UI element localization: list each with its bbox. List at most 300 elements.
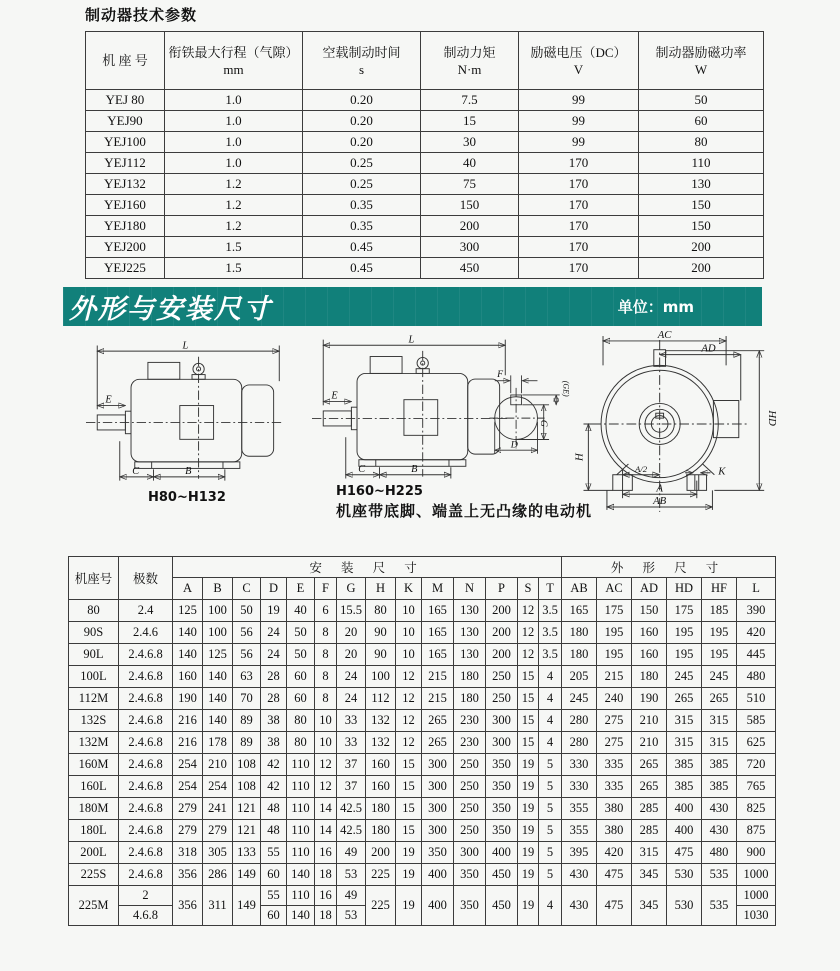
dim-value-cell: 254 bbox=[173, 776, 203, 798]
dimension-lines bbox=[495, 375, 560, 453]
brake-value-cell: 200 bbox=[421, 216, 519, 237]
dimension-lines bbox=[323, 340, 505, 479]
drawing-side-view-h160-h225 bbox=[308, 334, 513, 486]
dim-value-cell: 400 bbox=[422, 864, 454, 886]
dim-value-cell: 12 bbox=[315, 776, 337, 798]
brake-value-cell: 170 bbox=[519, 174, 639, 195]
dim-value-cell: 241 bbox=[203, 798, 233, 820]
dim-value-cell: 50 bbox=[287, 644, 315, 666]
dim-table-row bbox=[69, 666, 776, 688]
dim-value-cell: 245 bbox=[562, 688, 597, 710]
dim-value-cell: 15 bbox=[396, 798, 422, 820]
brake-table-body bbox=[86, 90, 764, 279]
dim-value-cell: 80 bbox=[287, 710, 315, 732]
dim-label-D: D bbox=[510, 439, 518, 451]
poles-cell: 2.4.6.8 bbox=[119, 820, 173, 842]
dim-value-cell: 8 bbox=[315, 644, 337, 666]
dim-value-cell: 625 bbox=[737, 732, 776, 754]
dim-value-cell: 53 bbox=[337, 864, 366, 886]
brake-value-cell: 150 bbox=[639, 216, 764, 237]
dim-value-cell: 121 bbox=[233, 820, 261, 842]
dim-value-cell: 300 bbox=[422, 820, 454, 842]
brake-value-cell: 1.5 bbox=[165, 258, 303, 279]
dim-value-cell: 108 bbox=[233, 776, 261, 798]
dim-value-cell: 12 bbox=[518, 644, 539, 666]
dim-value-cell: 400 bbox=[667, 820, 702, 842]
frame-size-cell: YEJ160 bbox=[86, 195, 165, 216]
dim-col-header: T bbox=[539, 578, 562, 600]
dim-col-header: H bbox=[366, 578, 396, 600]
brake-table-header bbox=[86, 32, 764, 90]
brake-table-row bbox=[86, 111, 764, 132]
dim-value-cell: 195 bbox=[597, 622, 632, 644]
brake-value-cell: 200 bbox=[639, 258, 764, 279]
frame-size-cell: YEJ132 bbox=[86, 174, 165, 195]
dim-value-cell: 140 bbox=[203, 710, 233, 732]
dim-value-cell: 395 bbox=[562, 842, 597, 864]
dim-letter-row bbox=[69, 578, 776, 600]
dim-value-cell: 12 bbox=[396, 666, 422, 688]
dim-value-cell: 380 bbox=[597, 798, 632, 820]
banner-unit-label: 单位：mm bbox=[617, 298, 694, 316]
brake-value-cell: 99 bbox=[519, 90, 639, 111]
motor-body-outline bbox=[97, 362, 273, 468]
dim-value-cell: 15 bbox=[518, 732, 539, 754]
dim-header-frame: 机座号 bbox=[69, 557, 119, 600]
dim-value-cell: 4 bbox=[539, 732, 562, 754]
dim-value-cell: 15.5 bbox=[337, 600, 366, 622]
dim-value-cell: 3.5 bbox=[539, 644, 562, 666]
poles-cell: 2.4.6.8 bbox=[119, 842, 173, 864]
brake-value-cell: 7.5 bbox=[421, 90, 519, 111]
poles-cell: 2.4.6.8 bbox=[119, 666, 173, 688]
dim-value-cell: 10 bbox=[396, 622, 422, 644]
dim-value-cell: 90 bbox=[366, 622, 396, 644]
dim-value-cell: 49 bbox=[337, 886, 366, 906]
dim-value-cell: 37 bbox=[337, 776, 366, 798]
dim-value-cell: 15 bbox=[396, 820, 422, 842]
brake-value-cell: 1.0 bbox=[165, 90, 303, 111]
dim-value-cell: 160 bbox=[632, 644, 667, 666]
dim-value-cell: 24 bbox=[261, 622, 287, 644]
dim-value-cell: 42.5 bbox=[337, 820, 366, 842]
brake-value-cell: 0.35 bbox=[303, 195, 421, 216]
dim-value-cell: 1000 bbox=[737, 886, 776, 906]
brake-table-row bbox=[86, 216, 764, 237]
dim-value-cell: 180 bbox=[454, 666, 486, 688]
dim-value-cell: 275 bbox=[597, 710, 632, 732]
dim-label-F: F bbox=[497, 369, 504, 381]
dim-value-cell: 19 bbox=[518, 776, 539, 798]
dim-value-cell: 350 bbox=[486, 820, 518, 842]
dim-value-cell: 55 bbox=[261, 842, 287, 864]
dim-value-cell: 16 bbox=[315, 842, 337, 864]
dim-value-cell: 279 bbox=[203, 820, 233, 842]
dim-value-cell: 210 bbox=[632, 732, 667, 754]
poles-cell: 2.4.6.8 bbox=[119, 688, 173, 710]
dim-value-cell: 390 bbox=[737, 600, 776, 622]
dim-value-cell: 18 bbox=[315, 864, 337, 886]
dim-col-header: G bbox=[337, 578, 366, 600]
dim-col-header: S bbox=[518, 578, 539, 600]
dim-value-cell: 149 bbox=[233, 864, 261, 886]
frame-size-cell: YEJ100 bbox=[86, 132, 165, 153]
dim-value-cell: 195 bbox=[702, 644, 737, 666]
dim-value-cell: 205 bbox=[562, 666, 597, 688]
brake-value-cell: 170 bbox=[519, 216, 639, 237]
drawing-side-view-h80-h132 bbox=[82, 338, 287, 490]
frame-size-cell: YEJ112 bbox=[86, 153, 165, 174]
dim-col-header: AB bbox=[562, 578, 597, 600]
dim-value-cell: 245 bbox=[667, 666, 702, 688]
dim-value-cell: 60 bbox=[287, 688, 315, 710]
dim-value-cell: 3.5 bbox=[539, 600, 562, 622]
dim-value-cell: 19 bbox=[396, 842, 422, 864]
dim-value-cell: 200 bbox=[486, 644, 518, 666]
brake-header-torque: 制动力矩 N·m bbox=[421, 32, 519, 90]
dim-value-cell: 318 bbox=[173, 842, 203, 864]
dim-value-cell: 385 bbox=[667, 754, 702, 776]
dim-table-row bbox=[69, 864, 776, 886]
dim-value-cell: 200 bbox=[486, 600, 518, 622]
dim-value-cell: 254 bbox=[203, 776, 233, 798]
dim-value-cell: 300 bbox=[422, 754, 454, 776]
dim-value-cell: 305 bbox=[203, 842, 233, 864]
dim-value-cell: 300 bbox=[486, 710, 518, 732]
dim-value-cell: 100 bbox=[366, 666, 396, 688]
dim-value-cell: 195 bbox=[702, 622, 737, 644]
dim-value-cell: 5 bbox=[539, 754, 562, 776]
dim-value-cell: 315 bbox=[632, 842, 667, 864]
dim-value-cell: 33 bbox=[337, 710, 366, 732]
dim-value-cell: 38 bbox=[261, 732, 287, 754]
section-banner bbox=[63, 287, 762, 326]
dim-value-cell: 210 bbox=[203, 754, 233, 776]
dim-value-cell: 250 bbox=[454, 776, 486, 798]
brake-value-cell: 0.25 bbox=[303, 174, 421, 195]
poles-cell: 2.4 bbox=[119, 600, 173, 622]
dim-value-cell: 400 bbox=[486, 842, 518, 864]
dim-value-cell: 535 bbox=[702, 864, 737, 886]
brake-value-cell: 0.25 bbox=[303, 153, 421, 174]
dim-value-cell: 14 bbox=[315, 820, 337, 842]
dim-value-cell: 530 bbox=[667, 864, 702, 886]
brake-value-cell: 1.0 bbox=[165, 111, 303, 132]
dim-value-cell: 330 bbox=[562, 754, 597, 776]
dim-value-cell: 765 bbox=[737, 776, 776, 798]
dim-value-cell: 12 bbox=[396, 688, 422, 710]
dim-value-cell: 279 bbox=[173, 820, 203, 842]
dim-value-cell: 140 bbox=[287, 906, 315, 926]
motor-body-outline bbox=[323, 357, 499, 467]
dim-value-cell: 180 bbox=[454, 688, 486, 710]
dim-value-cell: 280 bbox=[562, 710, 597, 732]
dim-value-cell: 8 bbox=[315, 666, 337, 688]
dim-value-cell: 216 bbox=[173, 732, 203, 754]
dim-label-AB: AB bbox=[653, 495, 667, 508]
dim-value-cell: 200 bbox=[366, 842, 396, 864]
dim-value-cell: 510 bbox=[737, 688, 776, 710]
dim-value-cell: 430 bbox=[562, 886, 597, 926]
dim-value-cell: 24 bbox=[337, 688, 366, 710]
dim-table-row bbox=[69, 798, 776, 820]
dim-value-cell: 55 bbox=[261, 886, 287, 906]
dim-value-cell: 6 bbox=[315, 600, 337, 622]
brake-value-cell: 1.2 bbox=[165, 216, 303, 237]
dim-label-B: B bbox=[185, 466, 192, 478]
brake-value-cell: 99 bbox=[519, 132, 639, 153]
dim-value-cell: 265 bbox=[632, 754, 667, 776]
dim-value-cell: 70 bbox=[233, 688, 261, 710]
dim-value-cell: 125 bbox=[203, 644, 233, 666]
dim-value-cell: 355 bbox=[562, 798, 597, 820]
dim-value-cell: 4 bbox=[539, 688, 562, 710]
dim-value-cell: 40 bbox=[287, 600, 315, 622]
dim-col-header: HD bbox=[667, 578, 702, 600]
dim-value-cell: 140 bbox=[203, 688, 233, 710]
dim-value-cell: 279 bbox=[173, 798, 203, 820]
dim-value-cell: 250 bbox=[486, 688, 518, 710]
dim-value-cell: 14 bbox=[315, 798, 337, 820]
dim-label-A2: A/2 bbox=[635, 463, 648, 474]
dim-label-C: C bbox=[358, 463, 366, 475]
dim-value-cell: 286 bbox=[203, 864, 233, 886]
dim-value-cell: 1030 bbox=[737, 906, 776, 926]
dim-value-cell: 110 bbox=[287, 842, 315, 864]
brake-value-cell: 0.20 bbox=[303, 111, 421, 132]
dim-value-cell: 265 bbox=[702, 688, 737, 710]
dim-value-cell: 63 bbox=[233, 666, 261, 688]
dim-label-L: L bbox=[182, 340, 189, 352]
frame-size-cell: YEJ225 bbox=[86, 258, 165, 279]
dim-label-AD: AD bbox=[701, 342, 716, 355]
dim-value-cell: 230 bbox=[454, 732, 486, 754]
frame-size-cell: 132M bbox=[69, 732, 119, 754]
dim-value-cell: 19 bbox=[518, 754, 539, 776]
dim-header-install-group: 安 装 尺 寸 bbox=[173, 557, 562, 578]
brake-value-cell: 150 bbox=[639, 195, 764, 216]
brake-header-frame: 机 座 号 bbox=[86, 32, 165, 90]
dim-table-row bbox=[69, 622, 776, 644]
brake-value-cell: 150 bbox=[421, 195, 519, 216]
brake-value-cell: 170 bbox=[519, 258, 639, 279]
dim-value-cell: 10 bbox=[396, 644, 422, 666]
dim-value-cell: 190 bbox=[173, 688, 203, 710]
dim-value-cell: 110 bbox=[287, 798, 315, 820]
dim-value-cell: 475 bbox=[597, 864, 632, 886]
dim-label-B: B bbox=[411, 463, 418, 475]
dim-value-cell: 42.5 bbox=[337, 798, 366, 820]
dim-value-cell: 356 bbox=[173, 886, 203, 926]
dim-label-GE: (GE) bbox=[561, 380, 571, 397]
dim-value-cell: 230 bbox=[454, 710, 486, 732]
dim-table-row bbox=[69, 842, 776, 864]
dim-value-cell: 19 bbox=[396, 886, 422, 926]
dim-value-cell: 56 bbox=[233, 644, 261, 666]
frame-size-cell: 90L bbox=[69, 644, 119, 666]
dim-value-cell: 350 bbox=[486, 754, 518, 776]
dim-col-header: D bbox=[261, 578, 287, 600]
dim-value-cell: 275 bbox=[597, 732, 632, 754]
dim-value-cell: 10 bbox=[315, 732, 337, 754]
dim-value-cell: 19 bbox=[518, 798, 539, 820]
dim-value-cell: 100 bbox=[203, 622, 233, 644]
brake-table-row bbox=[86, 153, 764, 174]
dim-value-cell: 180 bbox=[366, 798, 396, 820]
frame-size-cell: 160M bbox=[69, 754, 119, 776]
dim-value-cell: 315 bbox=[667, 732, 702, 754]
brake-header-time: 空载制动时间 s bbox=[303, 32, 421, 90]
dim-value-cell: 450 bbox=[486, 886, 518, 926]
dim-value-cell: 720 bbox=[737, 754, 776, 776]
dim-label-HD: HD bbox=[766, 410, 779, 426]
dim-value-cell: 15 bbox=[396, 776, 422, 798]
dim-table-row bbox=[69, 644, 776, 666]
dim-value-cell: 585 bbox=[737, 710, 776, 732]
dim-value-cell: 89 bbox=[233, 710, 261, 732]
dim-value-cell: 480 bbox=[737, 666, 776, 688]
dim-value-cell: 315 bbox=[702, 732, 737, 754]
dim-value-cell: 49 bbox=[337, 842, 366, 864]
dim-value-cell: 130 bbox=[454, 644, 486, 666]
drawings-section bbox=[70, 326, 779, 526]
brake-value-cell: 0.45 bbox=[303, 237, 421, 258]
brake-value-cell: 110 bbox=[639, 153, 764, 174]
brake-value-cell: 0.20 bbox=[303, 90, 421, 111]
frame-size-cell: YEJ180 bbox=[86, 216, 165, 237]
dim-col-header: A bbox=[173, 578, 203, 600]
dim-value-cell: 90 bbox=[366, 644, 396, 666]
dim-label-AC: AC bbox=[657, 329, 672, 341]
dim-value-cell: 19 bbox=[396, 864, 422, 886]
frame-size-cell: YEJ 80 bbox=[86, 90, 165, 111]
dim-value-cell: 345 bbox=[632, 864, 667, 886]
dim-value-cell: 180 bbox=[562, 644, 597, 666]
dim-table-row bbox=[69, 688, 776, 710]
dim-value-cell: 250 bbox=[454, 798, 486, 820]
drawing-note: 机座带底脚、端盖上无凸缘的电动机 bbox=[336, 502, 593, 520]
drawing-shaft-section bbox=[484, 354, 571, 468]
poles-cell: 2.4.6.8 bbox=[119, 776, 173, 798]
dim-value-cell: 110 bbox=[287, 754, 315, 776]
dim-value-cell: 110 bbox=[287, 776, 315, 798]
dim-value-cell: 5 bbox=[539, 842, 562, 864]
dim-value-cell: 475 bbox=[667, 842, 702, 864]
dim-value-cell: 356 bbox=[173, 864, 203, 886]
dim-value-cell: 19 bbox=[518, 842, 539, 864]
dim-value-cell: 53 bbox=[337, 906, 366, 926]
dim-value-cell: 250 bbox=[486, 666, 518, 688]
poles-cell: 2.4.6 bbox=[119, 622, 173, 644]
dim-value-cell: 50 bbox=[233, 600, 261, 622]
dim-value-cell: 385 bbox=[667, 776, 702, 798]
dim-value-cell: 265 bbox=[422, 710, 454, 732]
dim-table-row bbox=[69, 886, 776, 906]
dim-label-C: C bbox=[132, 466, 140, 478]
brake-table-row bbox=[86, 90, 764, 111]
brake-parameters-table bbox=[85, 31, 764, 279]
brake-value-cell: 300 bbox=[421, 237, 519, 258]
dim-value-cell: 210 bbox=[632, 710, 667, 732]
dim-value-cell: 50 bbox=[287, 622, 315, 644]
poles-cell: 2.4.6.8 bbox=[119, 798, 173, 820]
dim-value-cell: 200 bbox=[486, 622, 518, 644]
dim-value-cell: 19 bbox=[518, 864, 539, 886]
dim-col-header: N bbox=[454, 578, 486, 600]
dim-value-cell: 160 bbox=[366, 754, 396, 776]
dim-value-cell: 180 bbox=[632, 666, 667, 688]
dim-value-cell: 350 bbox=[486, 798, 518, 820]
dim-table-row bbox=[69, 710, 776, 732]
dim-value-cell: 355 bbox=[562, 820, 597, 842]
frame-size-cell: 80 bbox=[69, 600, 119, 622]
brake-value-cell: 200 bbox=[639, 237, 764, 258]
frame-size-cell: 90S bbox=[69, 622, 119, 644]
dimension-table bbox=[68, 556, 776, 926]
dim-col-header: K bbox=[396, 578, 422, 600]
poles-cell: 2.4.6.8 bbox=[119, 754, 173, 776]
brake-value-cell: 1.5 bbox=[165, 237, 303, 258]
dim-value-cell: 100 bbox=[203, 600, 233, 622]
dim-value-cell: 149 bbox=[233, 886, 261, 926]
dim-value-cell: 335 bbox=[597, 776, 632, 798]
dim-value-cell: 445 bbox=[737, 644, 776, 666]
dim-value-cell: 110 bbox=[287, 886, 315, 906]
dim-value-cell: 15 bbox=[518, 710, 539, 732]
brake-table-row bbox=[86, 258, 764, 279]
frame-size-cell: 132S bbox=[69, 710, 119, 732]
dim-value-cell: 20 bbox=[337, 644, 366, 666]
dim-value-cell: 420 bbox=[597, 842, 632, 864]
frame-size-cell: YEJ200 bbox=[86, 237, 165, 258]
dim-value-cell: 33 bbox=[337, 732, 366, 754]
dim-value-cell: 400 bbox=[422, 886, 454, 926]
brake-value-cell: 170 bbox=[519, 237, 639, 258]
dim-value-cell: 5 bbox=[539, 820, 562, 842]
dim-col-header: P bbox=[486, 578, 518, 600]
dim-table-row bbox=[69, 820, 776, 842]
brake-value-cell: 80 bbox=[639, 132, 764, 153]
dim-value-cell: 535 bbox=[702, 886, 737, 926]
dim-value-cell: 160 bbox=[173, 666, 203, 688]
frame-size-cell: 180M bbox=[69, 798, 119, 820]
dim-label-A: A bbox=[656, 482, 663, 495]
drawing-caption-h160-h225: H160~H225 bbox=[336, 484, 423, 499]
dim-value-cell: 430 bbox=[702, 798, 737, 820]
dim-value-cell: 130 bbox=[454, 600, 486, 622]
dim-value-cell: 42 bbox=[261, 776, 287, 798]
brake-value-cell: 170 bbox=[519, 153, 639, 174]
brake-value-cell: 450 bbox=[421, 258, 519, 279]
dim-value-cell: 4 bbox=[539, 886, 562, 926]
dim-value-cell: 165 bbox=[422, 644, 454, 666]
dim-value-cell: 185 bbox=[702, 600, 737, 622]
dim-label-K: K bbox=[718, 465, 726, 478]
dim-value-cell: 178 bbox=[203, 732, 233, 754]
dim-value-cell: 245 bbox=[702, 666, 737, 688]
dim-value-cell: 15 bbox=[518, 688, 539, 710]
dim-value-cell: 165 bbox=[422, 622, 454, 644]
dim-col-header: F bbox=[315, 578, 337, 600]
dim-value-cell: 385 bbox=[702, 754, 737, 776]
dim-value-cell: 140 bbox=[287, 864, 315, 886]
frame-size-cell: 225M bbox=[69, 886, 119, 926]
dim-value-cell: 60 bbox=[261, 906, 287, 926]
frame-size-cell: 160L bbox=[69, 776, 119, 798]
dim-value-cell: 380 bbox=[597, 820, 632, 842]
dim-value-cell: 132 bbox=[366, 732, 396, 754]
dim-value-cell: 1000 bbox=[737, 864, 776, 886]
